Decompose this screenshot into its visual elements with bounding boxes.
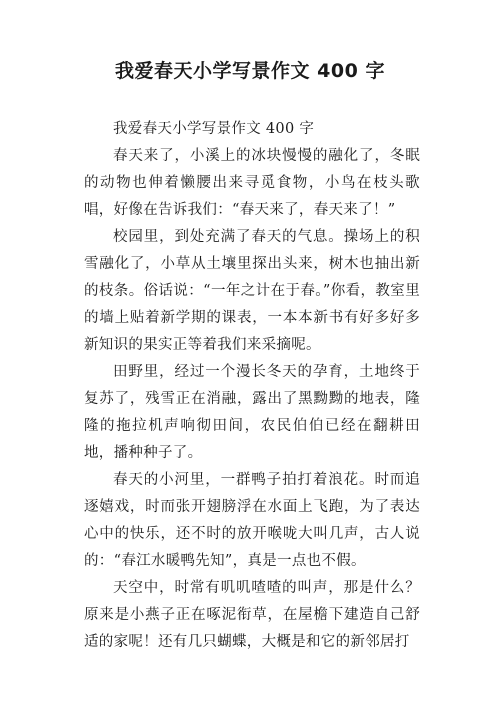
paragraph-campus: 校园里，到处充满了春天的气息。操场上的积雪融化了，小草从土壤里探出头来，树木也抽出新的枝条。俗话说：“一年之计在于春。”你看，教室里的墙上贴着新学期的课表，一本本新书有好多好多新知识的果实正等着我们来采摘呢。 — [84, 229, 420, 353]
paragraph-sky: 天空中，时常有叽叽喳喳的叫声，那是什么？原来是小燕子正在啄泥衔草，在屋檐下建造自己舒适的家呢！还有几只蝴蝶，大概是和它的新邻居打 — [84, 580, 420, 650]
paragraph-river: 春天的小河里，一群鸭子拍打着浪花。时而追逐嬉戏，时而张开翅膀浮在水面上飞跑，为了表达心中的快乐，还不时的放开喉咙大叫几声，古人说的：“春江水暖鸭先知”，真是一点也不假。 — [84, 472, 420, 569]
paragraph-fields: 田野里，经过一个漫长冬天的孕育，土地终于复苏了，残雪正在消融，露出了黑黝黝的地表，隆隆的拖拉机声响彻田间，农民伯伯已经在翻耕田地，播种种子了。 — [84, 364, 420, 461]
document-title: 我爱春天小学写景作文 400 字 — [115, 60, 385, 82]
paragraph-subtitle: 我爱春天小学写景作文 400 字 — [113, 121, 315, 137]
document-body — [84, 116, 420, 656]
paragraph-spring-arrives: 春天来了，小溪上的冰块慢慢的融化了，冬眠的动物也伸着懒腰出来寻觅食物，小鸟在枝头歌唱，好像在告诉我们：“春天来了，春天来了！” — [84, 148, 420, 218]
